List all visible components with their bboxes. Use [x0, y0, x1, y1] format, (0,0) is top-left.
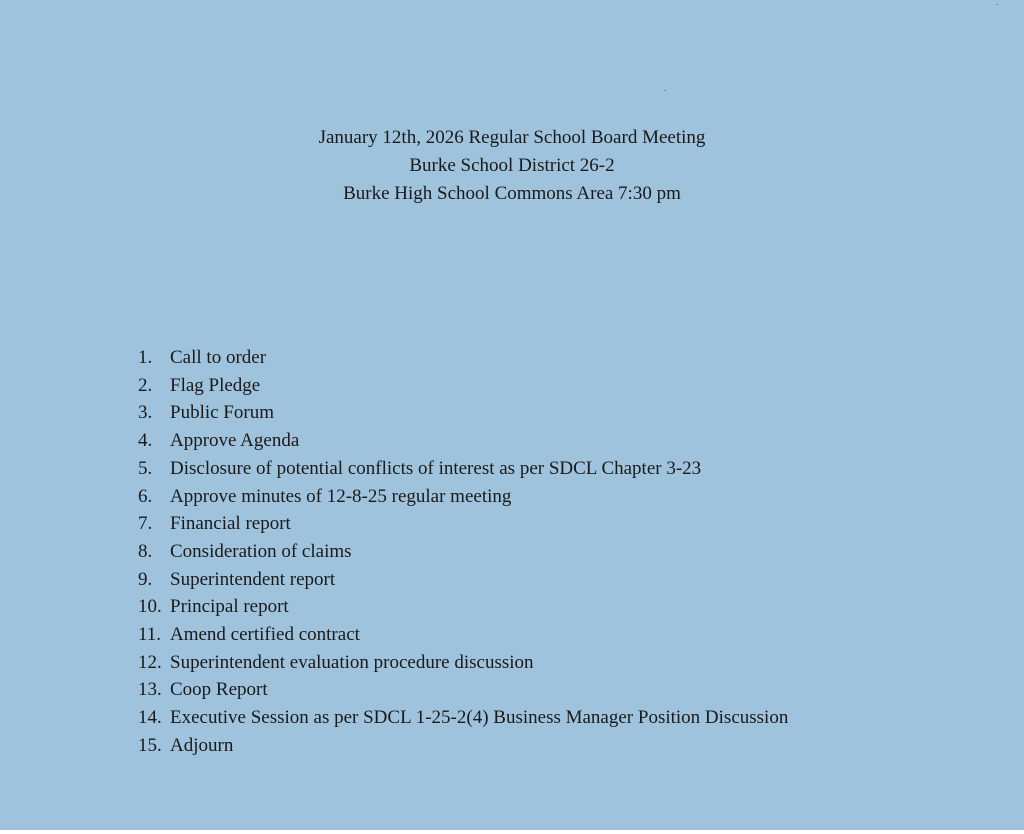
agenda-item-text: Approve minutes of 12-8-25 regular meeting [170, 485, 512, 507]
agenda-item-text: Call to order [170, 347, 267, 368]
agenda-item-number: 14. [138, 707, 162, 729]
agenda-item-number: 6. [138, 485, 153, 507]
agenda-item [138, 621, 788, 649]
agenda-item-number: 11. [138, 624, 162, 646]
agenda-item-text: Superintendent evaluation procedure discussion [170, 651, 534, 673]
agenda-item [138, 649, 788, 677]
agenda-item-text: Public Forum [170, 402, 274, 424]
agenda-item [138, 427, 788, 455]
meeting-header [0, 124, 1024, 208]
agenda-item [138, 399, 788, 427]
agenda-item-number: 15. [138, 734, 162, 756]
agenda-item-text: Principal report [170, 596, 289, 618]
agenda-item-text: Amend certified contract [170, 624, 360, 646]
agenda-item-text: Approve Agenda [170, 430, 300, 452]
agenda-item-text: Superintendent report [170, 568, 336, 590]
agenda-item-text: Coop Report [170, 679, 268, 701]
agenda-item-number: 2. [138, 374, 153, 396]
agenda-item [138, 372, 788, 400]
agenda-item-number: 7. [138, 513, 153, 535]
agenda-item-number: 9. [138, 568, 153, 590]
agenda-item-number: 12. [138, 651, 162, 673]
district-name: Burke School District 26-2 [409, 155, 615, 176]
agenda-item-text: Consideration of claims [170, 540, 352, 562]
agenda-item-number: 3. [138, 402, 153, 424]
agenda-item [138, 344, 788, 372]
agenda-list [138, 344, 788, 760]
scan-speck [664, 90, 666, 91]
agenda-item-number: 13. [138, 679, 162, 701]
meeting-title: January 12th, 2026 Regular School Board Meeting [318, 127, 706, 148]
agenda-item-number: 1. [138, 347, 153, 368]
meeting-location-time: Burke High School Commons Area 7:30 pm [343, 183, 681, 204]
agenda-item-number: 10. [138, 596, 162, 618]
agenda-item [138, 455, 788, 483]
agenda-item [138, 704, 788, 732]
agenda-item [138, 483, 788, 511]
agenda-item-number: 4. [138, 430, 153, 452]
agenda-item [138, 538, 788, 566]
agenda-item [138, 676, 788, 704]
agenda-item-text: Disclosure of potential conflicts of interest as per SDCL Chapter 3-23 [170, 457, 702, 479]
agenda-item-text: Financial report [170, 513, 291, 535]
agenda-item-number: 8. [138, 540, 153, 562]
agenda-item-text: Flag Pledge [170, 374, 261, 396]
agenda-item [138, 732, 788, 760]
agenda-item-text: Executive Session as per SDCL 1-25-2(4) Business Manager Position Discussion [170, 707, 789, 729]
scan-speck [996, 4, 998, 5]
agenda-item-text: Adjourn [170, 734, 234, 756]
agenda-item-number: 5. [138, 457, 153, 479]
agenda-item [138, 510, 788, 538]
agenda-item [138, 566, 788, 594]
agenda-item [138, 593, 788, 621]
